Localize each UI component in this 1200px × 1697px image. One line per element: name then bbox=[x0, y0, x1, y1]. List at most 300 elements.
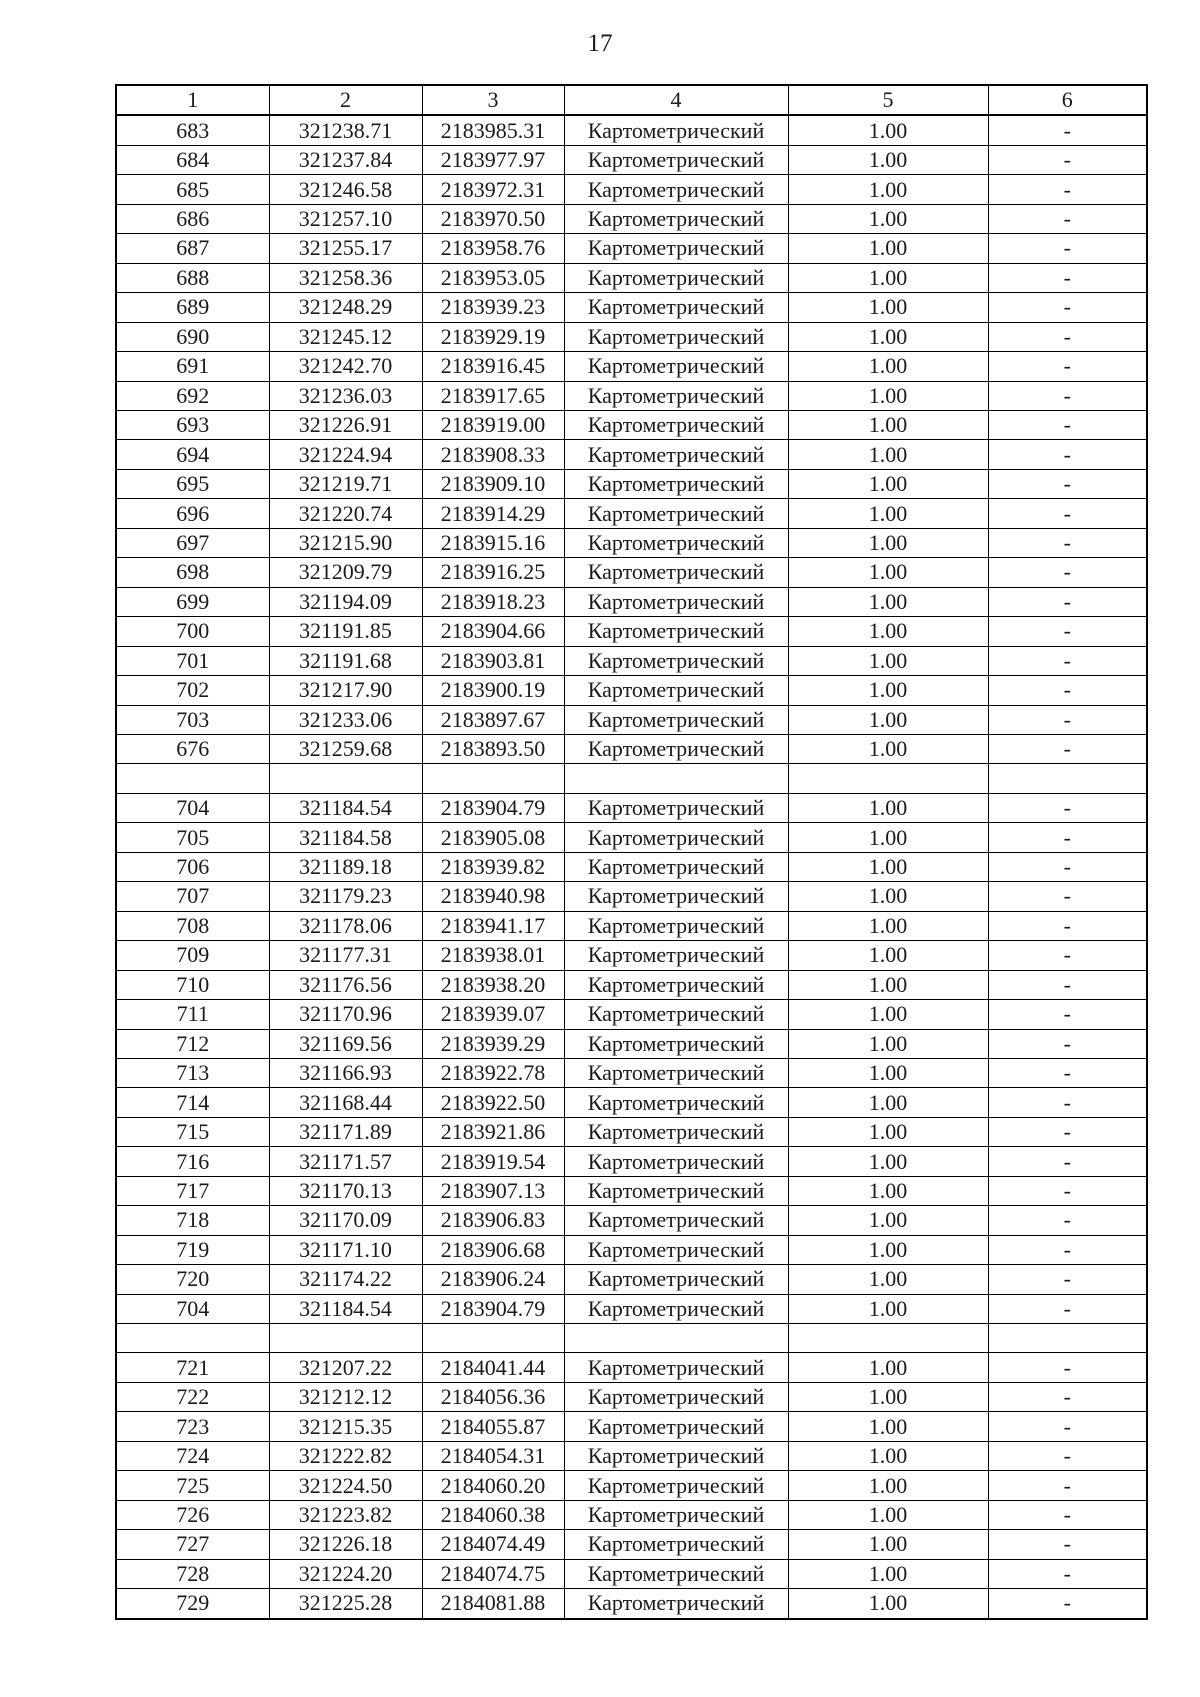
accuracy-cell: 1.00 bbox=[788, 1382, 988, 1411]
table-row bbox=[116, 499, 1147, 528]
accuracy-cell: 1.00 bbox=[788, 1471, 988, 1500]
note-cell bbox=[988, 764, 1147, 793]
note-cell: - bbox=[988, 1029, 1147, 1058]
table-row bbox=[116, 175, 1147, 204]
y-coordinate-cell: 2183958.76 bbox=[422, 234, 564, 263]
x-coordinate-cell: 321170.09 bbox=[269, 1206, 422, 1235]
table-row bbox=[116, 293, 1147, 322]
x-coordinate-cell: 321169.56 bbox=[269, 1029, 422, 1058]
note-cell: - bbox=[988, 911, 1147, 940]
method-cell: Картометрический bbox=[564, 440, 788, 469]
header-cell: 2 bbox=[269, 85, 422, 115]
accuracy-cell: 1.00 bbox=[788, 882, 988, 911]
note-cell: - bbox=[988, 410, 1147, 439]
method-cell bbox=[564, 764, 788, 793]
x-coordinate-cell: 321223.82 bbox=[269, 1500, 422, 1529]
y-coordinate-cell: 2183972.31 bbox=[422, 175, 564, 204]
y-coordinate-cell: 2183904.79 bbox=[422, 1294, 564, 1323]
accuracy-cell: 1.00 bbox=[788, 1441, 988, 1470]
method-cell: Картометрический bbox=[564, 1559, 788, 1588]
point-number-cell: 676 bbox=[116, 734, 269, 763]
table-row bbox=[116, 823, 1147, 852]
method-cell: Картометрический bbox=[564, 941, 788, 970]
separator-row bbox=[116, 764, 1147, 793]
method-cell: Картометрический bbox=[564, 1500, 788, 1529]
x-coordinate-cell: 321215.90 bbox=[269, 528, 422, 557]
method-cell: Картометрический bbox=[564, 970, 788, 999]
point-number-cell: 715 bbox=[116, 1117, 269, 1146]
method-cell: Картометрический bbox=[564, 1088, 788, 1117]
note-cell: - bbox=[988, 440, 1147, 469]
x-coordinate-cell: 321255.17 bbox=[269, 234, 422, 263]
y-coordinate-cell: 2183917.65 bbox=[422, 381, 564, 410]
table-row bbox=[116, 1412, 1147, 1441]
accuracy-cell: 1.00 bbox=[788, 204, 988, 233]
method-cell: Картометрический bbox=[564, 469, 788, 498]
y-coordinate-cell: 2183953.05 bbox=[422, 263, 564, 292]
x-coordinate-cell: 321245.12 bbox=[269, 322, 422, 351]
x-coordinate-cell: 321217.90 bbox=[269, 676, 422, 705]
note-cell: - bbox=[988, 587, 1147, 616]
table-row bbox=[116, 676, 1147, 705]
point-number-cell: 706 bbox=[116, 852, 269, 881]
method-cell: Картометрический bbox=[564, 852, 788, 881]
header-cell: 6 bbox=[988, 85, 1147, 115]
x-coordinate-cell: 321179.23 bbox=[269, 882, 422, 911]
accuracy-cell: 1.00 bbox=[788, 440, 988, 469]
y-coordinate-cell: 2183938.20 bbox=[422, 970, 564, 999]
x-coordinate-cell: 321224.94 bbox=[269, 440, 422, 469]
point-number-cell: 717 bbox=[116, 1176, 269, 1205]
accuracy-cell: 1.00 bbox=[788, 115, 988, 145]
table-row bbox=[116, 1000, 1147, 1029]
note-cell: - bbox=[988, 1500, 1147, 1529]
table-row bbox=[116, 1471, 1147, 1500]
accuracy-cell: 1.00 bbox=[788, 1000, 988, 1029]
accuracy-cell: 1.00 bbox=[788, 617, 988, 646]
method-cell: Картометрический bbox=[564, 1412, 788, 1441]
accuracy-cell: 1.00 bbox=[788, 1412, 988, 1441]
table-row bbox=[116, 793, 1147, 822]
note-cell: - bbox=[988, 175, 1147, 204]
note-cell: - bbox=[988, 705, 1147, 734]
method-cell: Картометрический bbox=[564, 705, 788, 734]
y-coordinate-cell: 2183915.16 bbox=[422, 528, 564, 557]
x-coordinate-cell bbox=[269, 1324, 422, 1353]
method-cell: Картометрический bbox=[564, 1000, 788, 1029]
accuracy-cell: 1.00 bbox=[788, 1559, 988, 1588]
table-row bbox=[116, 646, 1147, 675]
accuracy-cell: 1.00 bbox=[788, 234, 988, 263]
table-row bbox=[116, 617, 1147, 646]
accuracy-cell: 1.00 bbox=[788, 410, 988, 439]
table-row bbox=[116, 1117, 1147, 1146]
point-number-cell: 709 bbox=[116, 941, 269, 970]
table-row bbox=[116, 263, 1147, 292]
table-row bbox=[116, 1029, 1147, 1058]
y-coordinate-cell: 2183916.45 bbox=[422, 352, 564, 381]
note-cell: - bbox=[988, 852, 1147, 881]
table-row bbox=[116, 1441, 1147, 1470]
page-number: 17 bbox=[587, 30, 613, 57]
y-coordinate-cell: 2183907.13 bbox=[422, 1176, 564, 1205]
x-coordinate-cell: 321184.54 bbox=[269, 793, 422, 822]
point-number-cell: 716 bbox=[116, 1147, 269, 1176]
point-number-cell: 698 bbox=[116, 558, 269, 587]
accuracy-cell: 1.00 bbox=[788, 499, 988, 528]
method-cell: Картометрический bbox=[564, 528, 788, 557]
table-row bbox=[116, 145, 1147, 174]
x-coordinate-cell: 321191.85 bbox=[269, 617, 422, 646]
x-coordinate-cell: 321225.28 bbox=[269, 1589, 422, 1619]
y-coordinate-cell: 2184081.88 bbox=[422, 1589, 564, 1619]
accuracy-cell: 1.00 bbox=[788, 145, 988, 174]
table-row bbox=[116, 705, 1147, 734]
method-cell: Картометрический bbox=[564, 293, 788, 322]
note-cell: - bbox=[988, 1176, 1147, 1205]
table-row bbox=[116, 1058, 1147, 1087]
method-cell: Картометрический bbox=[564, 1441, 788, 1470]
method-cell: Картометрический bbox=[564, 734, 788, 763]
y-coordinate-cell: 2183929.19 bbox=[422, 322, 564, 351]
x-coordinate-cell: 321257.10 bbox=[269, 204, 422, 233]
x-coordinate-cell: 321168.44 bbox=[269, 1088, 422, 1117]
point-number-cell: 704 bbox=[116, 1294, 269, 1323]
accuracy-cell: 1.00 bbox=[788, 322, 988, 351]
x-coordinate-cell: 321237.84 bbox=[269, 145, 422, 174]
method-cell: Картометрический bbox=[564, 499, 788, 528]
x-coordinate-cell: 321209.79 bbox=[269, 558, 422, 587]
header-cell: 3 bbox=[422, 85, 564, 115]
accuracy-cell: 1.00 bbox=[788, 528, 988, 557]
point-number-cell: 721 bbox=[116, 1353, 269, 1382]
header-cell: 1 bbox=[116, 85, 269, 115]
method-cell: Картометрический bbox=[564, 381, 788, 410]
note-cell: - bbox=[988, 1559, 1147, 1588]
table-row bbox=[116, 234, 1147, 263]
y-coordinate-cell: 2183906.68 bbox=[422, 1235, 564, 1264]
accuracy-cell: 1.00 bbox=[788, 1265, 988, 1294]
x-coordinate-cell: 321170.13 bbox=[269, 1176, 422, 1205]
note-cell: - bbox=[988, 617, 1147, 646]
header-cell: 5 bbox=[788, 85, 988, 115]
accuracy-cell: 1.00 bbox=[788, 175, 988, 204]
table-row bbox=[116, 410, 1147, 439]
accuracy-cell: 1.00 bbox=[788, 1500, 988, 1529]
method-cell: Картометрический bbox=[564, 1589, 788, 1619]
accuracy-cell: 1.00 bbox=[788, 1353, 988, 1382]
note-cell: - bbox=[988, 941, 1147, 970]
y-coordinate-cell: 2183900.19 bbox=[422, 676, 564, 705]
note-cell: - bbox=[988, 882, 1147, 911]
note-cell: - bbox=[988, 1117, 1147, 1146]
table-row bbox=[116, 941, 1147, 970]
method-cell: Картометрический bbox=[564, 1471, 788, 1500]
method-cell: Картометрический bbox=[564, 1147, 788, 1176]
table-row bbox=[116, 469, 1147, 498]
table-row bbox=[116, 970, 1147, 999]
method-cell: Картометрический bbox=[564, 1029, 788, 1058]
x-coordinate-cell: 321226.91 bbox=[269, 410, 422, 439]
x-coordinate-cell: 321207.22 bbox=[269, 1353, 422, 1382]
x-coordinate-cell: 321259.68 bbox=[269, 734, 422, 763]
x-coordinate-cell: 321184.54 bbox=[269, 1294, 422, 1323]
separator-row bbox=[116, 1324, 1147, 1353]
x-coordinate-cell: 321178.06 bbox=[269, 911, 422, 940]
note-cell: - bbox=[988, 1353, 1147, 1382]
note-cell: - bbox=[988, 1412, 1147, 1441]
point-number-cell: 688 bbox=[116, 263, 269, 292]
point-number-cell: 686 bbox=[116, 204, 269, 233]
accuracy-cell: 1.00 bbox=[788, 941, 988, 970]
accuracy-cell: 1.00 bbox=[788, 1176, 988, 1205]
table-row bbox=[116, 1147, 1147, 1176]
x-coordinate-cell: 321224.50 bbox=[269, 1471, 422, 1500]
point-number-cell: 705 bbox=[116, 823, 269, 852]
header-row bbox=[116, 85, 1147, 115]
table-row bbox=[116, 322, 1147, 351]
accuracy-cell: 1.00 bbox=[788, 1589, 988, 1619]
note-cell: - bbox=[988, 1206, 1147, 1235]
method-cell: Картометрический bbox=[564, 175, 788, 204]
point-number-cell: 708 bbox=[116, 911, 269, 940]
table-row bbox=[116, 852, 1147, 881]
x-coordinate-cell: 321177.31 bbox=[269, 941, 422, 970]
note-cell: - bbox=[988, 115, 1147, 145]
table-row bbox=[116, 1353, 1147, 1382]
coordinates-table bbox=[115, 84, 1148, 1620]
method-cell: Картометрический bbox=[564, 793, 788, 822]
accuracy-cell: 1.00 bbox=[788, 676, 988, 705]
y-coordinate-cell: 2183903.81 bbox=[422, 646, 564, 675]
point-number-cell: 702 bbox=[116, 676, 269, 705]
accuracy-cell: 1.00 bbox=[788, 381, 988, 410]
x-coordinate-cell: 321224.20 bbox=[269, 1559, 422, 1588]
y-coordinate-cell: 2184074.49 bbox=[422, 1530, 564, 1559]
method-cell: Картометрический bbox=[564, 646, 788, 675]
accuracy-cell: 1.00 bbox=[788, 970, 988, 999]
point-number-cell: 694 bbox=[116, 440, 269, 469]
y-coordinate-cell: 2183941.17 bbox=[422, 911, 564, 940]
method-cell: Картометрический bbox=[564, 352, 788, 381]
y-coordinate-cell: 2183922.78 bbox=[422, 1058, 564, 1087]
y-coordinate-cell: 2183918.23 bbox=[422, 587, 564, 616]
note-cell: - bbox=[988, 676, 1147, 705]
method-cell: Картометрический bbox=[564, 1176, 788, 1205]
note-cell: - bbox=[988, 1058, 1147, 1087]
y-coordinate-cell: 2183919.54 bbox=[422, 1147, 564, 1176]
x-coordinate-cell: 321222.82 bbox=[269, 1441, 422, 1470]
note-cell: - bbox=[988, 145, 1147, 174]
y-coordinate-cell: 2184060.20 bbox=[422, 1471, 564, 1500]
y-coordinate-cell: 2183940.98 bbox=[422, 882, 564, 911]
point-number-cell: 691 bbox=[116, 352, 269, 381]
y-coordinate-cell: 2183921.86 bbox=[422, 1117, 564, 1146]
accuracy-cell: 1.00 bbox=[788, 911, 988, 940]
y-coordinate-cell: 2183893.50 bbox=[422, 734, 564, 763]
x-coordinate-cell: 321174.22 bbox=[269, 1265, 422, 1294]
accuracy-cell: 1.00 bbox=[788, 1117, 988, 1146]
y-coordinate-cell: 2183939.23 bbox=[422, 293, 564, 322]
x-coordinate-cell: 321242.70 bbox=[269, 352, 422, 381]
table-row bbox=[116, 1088, 1147, 1117]
method-cell: Картометрический bbox=[564, 676, 788, 705]
point-number-cell: 712 bbox=[116, 1029, 269, 1058]
table-row bbox=[116, 1294, 1147, 1323]
y-coordinate-cell: 2183897.67 bbox=[422, 705, 564, 734]
note-cell: - bbox=[988, 469, 1147, 498]
y-coordinate-cell: 2183904.79 bbox=[422, 793, 564, 822]
table-row bbox=[116, 1500, 1147, 1529]
point-number-cell: 695 bbox=[116, 469, 269, 498]
note-cell: - bbox=[988, 234, 1147, 263]
x-coordinate-cell: 321191.68 bbox=[269, 646, 422, 675]
accuracy-cell bbox=[788, 1324, 988, 1353]
y-coordinate-cell: 2184074.75 bbox=[422, 1559, 564, 1588]
y-coordinate-cell: 2183939.82 bbox=[422, 852, 564, 881]
point-number-cell bbox=[116, 1324, 269, 1353]
y-coordinate-cell: 2183922.50 bbox=[422, 1088, 564, 1117]
point-number-cell: 683 bbox=[116, 115, 269, 145]
method-cell bbox=[564, 1324, 788, 1353]
x-coordinate-cell: 321166.93 bbox=[269, 1058, 422, 1087]
y-coordinate-cell: 2184055.87 bbox=[422, 1412, 564, 1441]
point-number-cell: 685 bbox=[116, 175, 269, 204]
note-cell: - bbox=[988, 293, 1147, 322]
note-cell: - bbox=[988, 1235, 1147, 1264]
point-number-cell: 689 bbox=[116, 293, 269, 322]
note-cell: - bbox=[988, 1265, 1147, 1294]
accuracy-cell: 1.00 bbox=[788, 734, 988, 763]
table-row bbox=[116, 1235, 1147, 1264]
table-row bbox=[116, 1559, 1147, 1588]
accuracy-cell: 1.00 bbox=[788, 646, 988, 675]
note-cell: - bbox=[988, 499, 1147, 528]
method-cell: Картометрический bbox=[564, 145, 788, 174]
accuracy-cell: 1.00 bbox=[788, 1530, 988, 1559]
note-cell: - bbox=[988, 1441, 1147, 1470]
table-row bbox=[116, 558, 1147, 587]
x-coordinate-cell: 321233.06 bbox=[269, 705, 422, 734]
accuracy-cell: 1.00 bbox=[788, 558, 988, 587]
point-number-cell: 693 bbox=[116, 410, 269, 439]
y-coordinate-cell: 2183939.07 bbox=[422, 1000, 564, 1029]
x-coordinate-cell: 321170.96 bbox=[269, 1000, 422, 1029]
note-cell: - bbox=[988, 1471, 1147, 1500]
note-cell: - bbox=[988, 823, 1147, 852]
note-cell: - bbox=[988, 970, 1147, 999]
method-cell: Картометрический bbox=[564, 882, 788, 911]
note-cell bbox=[988, 1324, 1147, 1353]
note-cell: - bbox=[988, 1088, 1147, 1117]
method-cell: Картометрический bbox=[564, 1206, 788, 1235]
x-coordinate-cell: 321246.58 bbox=[269, 175, 422, 204]
accuracy-cell: 1.00 bbox=[788, 1088, 988, 1117]
note-cell: - bbox=[988, 381, 1147, 410]
accuracy-cell: 1.00 bbox=[788, 469, 988, 498]
point-number-cell: 703 bbox=[116, 705, 269, 734]
accuracy-cell: 1.00 bbox=[788, 352, 988, 381]
method-cell: Картометрический bbox=[564, 410, 788, 439]
note-cell: - bbox=[988, 322, 1147, 351]
point-number-cell: 697 bbox=[116, 528, 269, 557]
note-cell: - bbox=[988, 1589, 1147, 1619]
note-cell: - bbox=[988, 1000, 1147, 1029]
table-row bbox=[116, 1265, 1147, 1294]
point-number-cell: 720 bbox=[116, 1265, 269, 1294]
point-number-cell: 728 bbox=[116, 1559, 269, 1588]
y-coordinate-cell: 2183977.97 bbox=[422, 145, 564, 174]
x-coordinate-cell: 321236.03 bbox=[269, 381, 422, 410]
accuracy-cell: 1.00 bbox=[788, 793, 988, 822]
note-cell: - bbox=[988, 1147, 1147, 1176]
note-cell: - bbox=[988, 734, 1147, 763]
method-cell: Картометрический bbox=[564, 1353, 788, 1382]
accuracy-cell: 1.00 bbox=[788, 1206, 988, 1235]
point-number-cell: 692 bbox=[116, 381, 269, 410]
point-number-cell: 704 bbox=[116, 793, 269, 822]
accuracy-cell: 1.00 bbox=[788, 852, 988, 881]
note-cell: - bbox=[988, 263, 1147, 292]
note-cell: - bbox=[988, 204, 1147, 233]
x-coordinate-cell: 321238.71 bbox=[269, 115, 422, 145]
method-cell: Картометрический bbox=[564, 115, 788, 145]
x-coordinate-cell: 321171.89 bbox=[269, 1117, 422, 1146]
y-coordinate-cell: 2183919.00 bbox=[422, 410, 564, 439]
point-number-cell: 710 bbox=[116, 970, 269, 999]
point-number-cell: 719 bbox=[116, 1235, 269, 1264]
y-coordinate-cell: 2184054.31 bbox=[422, 1441, 564, 1470]
point-number-cell: 726 bbox=[116, 1500, 269, 1529]
accuracy-cell: 1.00 bbox=[788, 1058, 988, 1087]
x-coordinate-cell: 321215.35 bbox=[269, 1412, 422, 1441]
table-row bbox=[116, 734, 1147, 763]
x-coordinate-cell: 321212.12 bbox=[269, 1382, 422, 1411]
y-coordinate-cell: 2183908.33 bbox=[422, 440, 564, 469]
x-coordinate-cell: 321171.10 bbox=[269, 1235, 422, 1264]
x-coordinate-cell: 321194.09 bbox=[269, 587, 422, 616]
point-number-cell: 699 bbox=[116, 587, 269, 616]
y-coordinate-cell: 2183985.31 bbox=[422, 115, 564, 145]
table-row bbox=[116, 381, 1147, 410]
point-number-cell: 713 bbox=[116, 1058, 269, 1087]
y-coordinate-cell: 2183909.10 bbox=[422, 469, 564, 498]
method-cell: Картометрический bbox=[564, 204, 788, 233]
table-row bbox=[116, 882, 1147, 911]
accuracy-cell: 1.00 bbox=[788, 1294, 988, 1323]
method-cell: Картометрический bbox=[564, 587, 788, 616]
table-row bbox=[116, 1382, 1147, 1411]
accuracy-cell bbox=[788, 764, 988, 793]
accuracy-cell: 1.00 bbox=[788, 1235, 988, 1264]
table-row bbox=[116, 204, 1147, 233]
x-coordinate-cell: 321219.71 bbox=[269, 469, 422, 498]
y-coordinate-cell: 2183939.29 bbox=[422, 1029, 564, 1058]
method-cell: Картометрический bbox=[564, 911, 788, 940]
point-number-cell: 723 bbox=[116, 1412, 269, 1441]
table-row bbox=[116, 587, 1147, 616]
table-body bbox=[116, 85, 1147, 1619]
method-cell: Картометрический bbox=[564, 234, 788, 263]
point-number-cell: 696 bbox=[116, 499, 269, 528]
y-coordinate-cell: 2183970.50 bbox=[422, 204, 564, 233]
y-coordinate-cell: 2183906.24 bbox=[422, 1265, 564, 1294]
point-number-cell: 718 bbox=[116, 1206, 269, 1235]
note-cell: - bbox=[988, 558, 1147, 587]
accuracy-cell: 1.00 bbox=[788, 705, 988, 734]
accuracy-cell: 1.00 bbox=[788, 587, 988, 616]
note-cell: - bbox=[988, 1382, 1147, 1411]
